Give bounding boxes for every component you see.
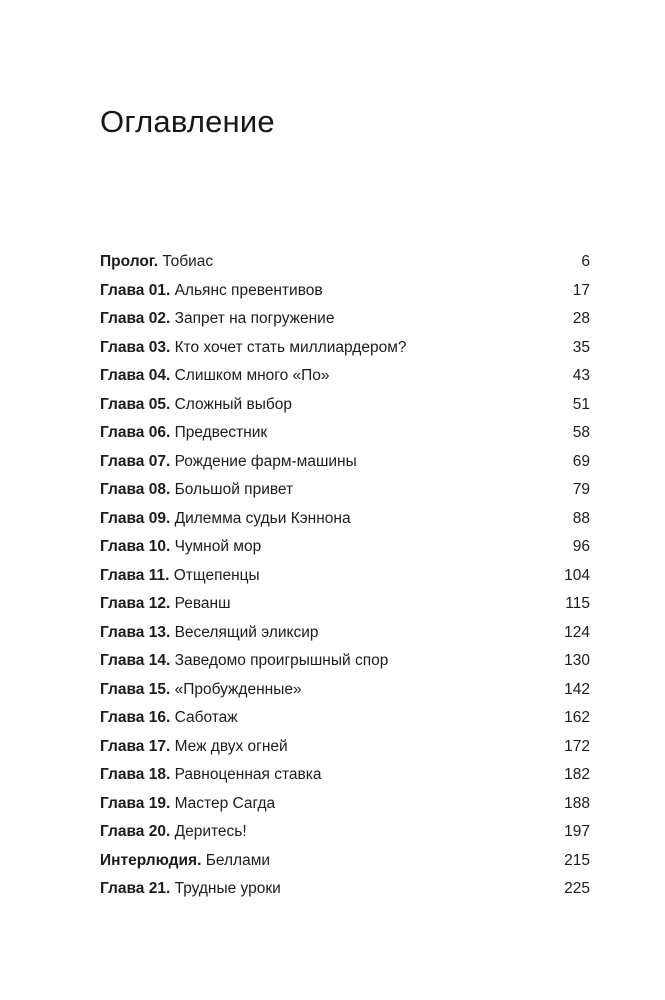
toc-entry-page: 215 [564,851,590,869]
toc-entry-text [100,280,323,302]
toc-entry[interactable] [100,650,590,679]
toc-entry-text [100,251,213,273]
toc-entry-title: Отщепенцы [173,566,260,584]
toc-entry-text [100,850,270,872]
toc-entry-label: Глава 18. [100,766,171,783]
toc-entry-text [100,793,275,815]
toc-entry-page: 88 [572,509,590,527]
toc-entry-label: Глава 01. [100,281,171,299]
toc-entry[interactable] [100,679,590,708]
toc-entry-text [100,650,388,672]
toc-entry-title: Саботаж [174,709,238,726]
toc-entry[interactable] [100,251,590,280]
toc-entry[interactable] [100,508,590,537]
toc-entry-title: Веселящий эликсир [174,623,319,641]
toc-entry[interactable] [100,308,590,337]
toc-entry-page: 225 [564,880,590,897]
toc-entry-title: Сложный выбор [174,395,292,413]
toc-entry-text [100,707,238,729]
toc-entry-label: Глава 03. [100,338,171,356]
toc-entry-page: 197 [564,823,590,840]
toc-entry-title: Чумной мор [174,538,262,555]
toc-entry[interactable] [100,821,590,850]
toc-entry-title: Слишком много «По» [174,367,330,384]
toc-entry-page: 115 [565,595,590,612]
toc-entry-title: Трудные уроки [174,880,281,897]
toc-entry[interactable] [100,850,590,879]
toc-entry-text [100,451,357,473]
toc-entry-text [100,479,293,501]
toc-entry-text [100,764,322,786]
toc-entry-label: Глава 02. [100,310,171,327]
toc-entry[interactable] [100,793,590,822]
toc-entry-page: 172 [564,737,590,755]
toc-entry-page: 17 [572,281,590,299]
toc-entry-page: 43 [572,367,590,384]
toc-entry-title: Альянс превентивов [174,281,323,299]
toc-entry-label: Глава 07. [100,452,171,470]
toc-entry-label: Глава 14. [100,652,171,669]
toc-entry-title: Мастер Сагда [174,794,276,812]
toc-entry-label: Глава 08. [100,481,171,498]
toc-entry-page: 35 [572,338,590,356]
toc-entry-label: Глава 10. [100,538,171,555]
toc-entry[interactable] [100,707,590,736]
toc-entry-label: Глава 04. [100,367,171,384]
toc-entry-title: Тобиас [162,253,214,270]
toc-entry-page: 69 [572,452,590,470]
toc-entry-text [100,337,406,359]
toc-entry-label: Глава 19. [100,794,171,812]
toc-entry-text [100,679,302,701]
toc-entry-page: 124 [564,623,590,641]
table-of-contents [100,251,590,907]
toc-entry-page: 79 [572,481,590,498]
toc-entry-page: 142 [564,680,590,698]
toc-entry-title: Реванш [174,595,231,612]
toc-entry[interactable] [100,565,590,594]
toc-entry-text [100,878,281,900]
toc-entry-label: Интерлюдия. [100,851,202,869]
toc-entry-label: Глава 20. [100,823,171,840]
toc-entry[interactable] [100,622,590,651]
toc-entry-title: Кто хочет стать миллиардером? [174,338,407,356]
toc-entry-title: Дилемма судьи Кэннона [174,509,351,527]
toc-entry-label: Глава 11. [100,566,170,584]
toc-entry-label: Глава 09. [100,509,171,527]
toc-entry-page: 162 [564,709,590,726]
toc-entry-page: 6 [581,253,590,270]
page-title: Оглавление [100,104,275,139]
toc-entry-title: Беллами [205,851,271,869]
toc-entry-label: Глава 21. [100,880,171,897]
toc-entry-page: 28 [572,310,590,327]
toc-entry-page: 130 [564,652,590,669]
toc-entry-page: 188 [564,794,590,812]
toc-entry-label: Глава 13. [100,623,171,641]
toc-entry-text [100,394,292,416]
toc-entry[interactable] [100,394,590,423]
toc-entry-label: Глава 16. [100,709,171,726]
toc-entry-label: Глава 12. [100,595,171,612]
toc-entry-title: Заведомо проигрышный спор [174,652,389,669]
toc-entry[interactable] [100,479,590,508]
toc-entry-title: Меж двух огней [174,737,288,755]
toc-entry-page: 104 [564,566,590,584]
toc-entry[interactable] [100,451,590,480]
toc-entry-title: Равноценная ставка [174,766,322,783]
toc-entry-label: Глава 15. [100,680,171,698]
toc-entry[interactable] [100,878,590,907]
toc-entry-page: 182 [564,766,590,783]
toc-entry[interactable] [100,536,590,565]
toc-entry-text [100,622,318,644]
toc-entry[interactable] [100,593,590,622]
toc-entry-text [100,565,260,587]
toc-entry-label: Пролог. [100,253,159,270]
toc-entry-label: Глава 17. [100,737,171,755]
toc-entry-text [100,593,231,615]
toc-entry[interactable] [100,280,590,309]
toc-entry-text [100,508,351,530]
toc-entry[interactable] [100,422,590,451]
toc-entry-title: Предвестник [174,424,268,441]
toc-entry-text [100,365,330,387]
toc-entry-title: «Пробужденные» [174,680,302,698]
toc-entry-label: Глава 05. [100,395,171,413]
toc-entry-text [100,821,247,843]
toc-entry[interactable] [100,764,590,793]
toc-entry-title: Запрет на погружение [174,310,335,327]
toc-entry-text [100,536,261,558]
toc-entry[interactable] [100,736,590,765]
toc-entry-title: Большой привет [174,481,294,498]
toc-entry-page: 96 [572,538,590,555]
toc-entry-label: Глава 06. [100,424,171,441]
toc-entry-text [100,308,334,330]
toc-entry-title: Деритесь! [174,823,247,840]
toc-entry[interactable] [100,365,590,394]
toc-entry-page: 58 [572,424,590,441]
toc-entry-text [100,736,288,758]
toc-entry[interactable] [100,337,590,366]
toc-entry-text [100,422,267,444]
toc-entry-title: Рождение фарм-машины [174,452,357,470]
toc-entry-page: 51 [572,395,590,413]
